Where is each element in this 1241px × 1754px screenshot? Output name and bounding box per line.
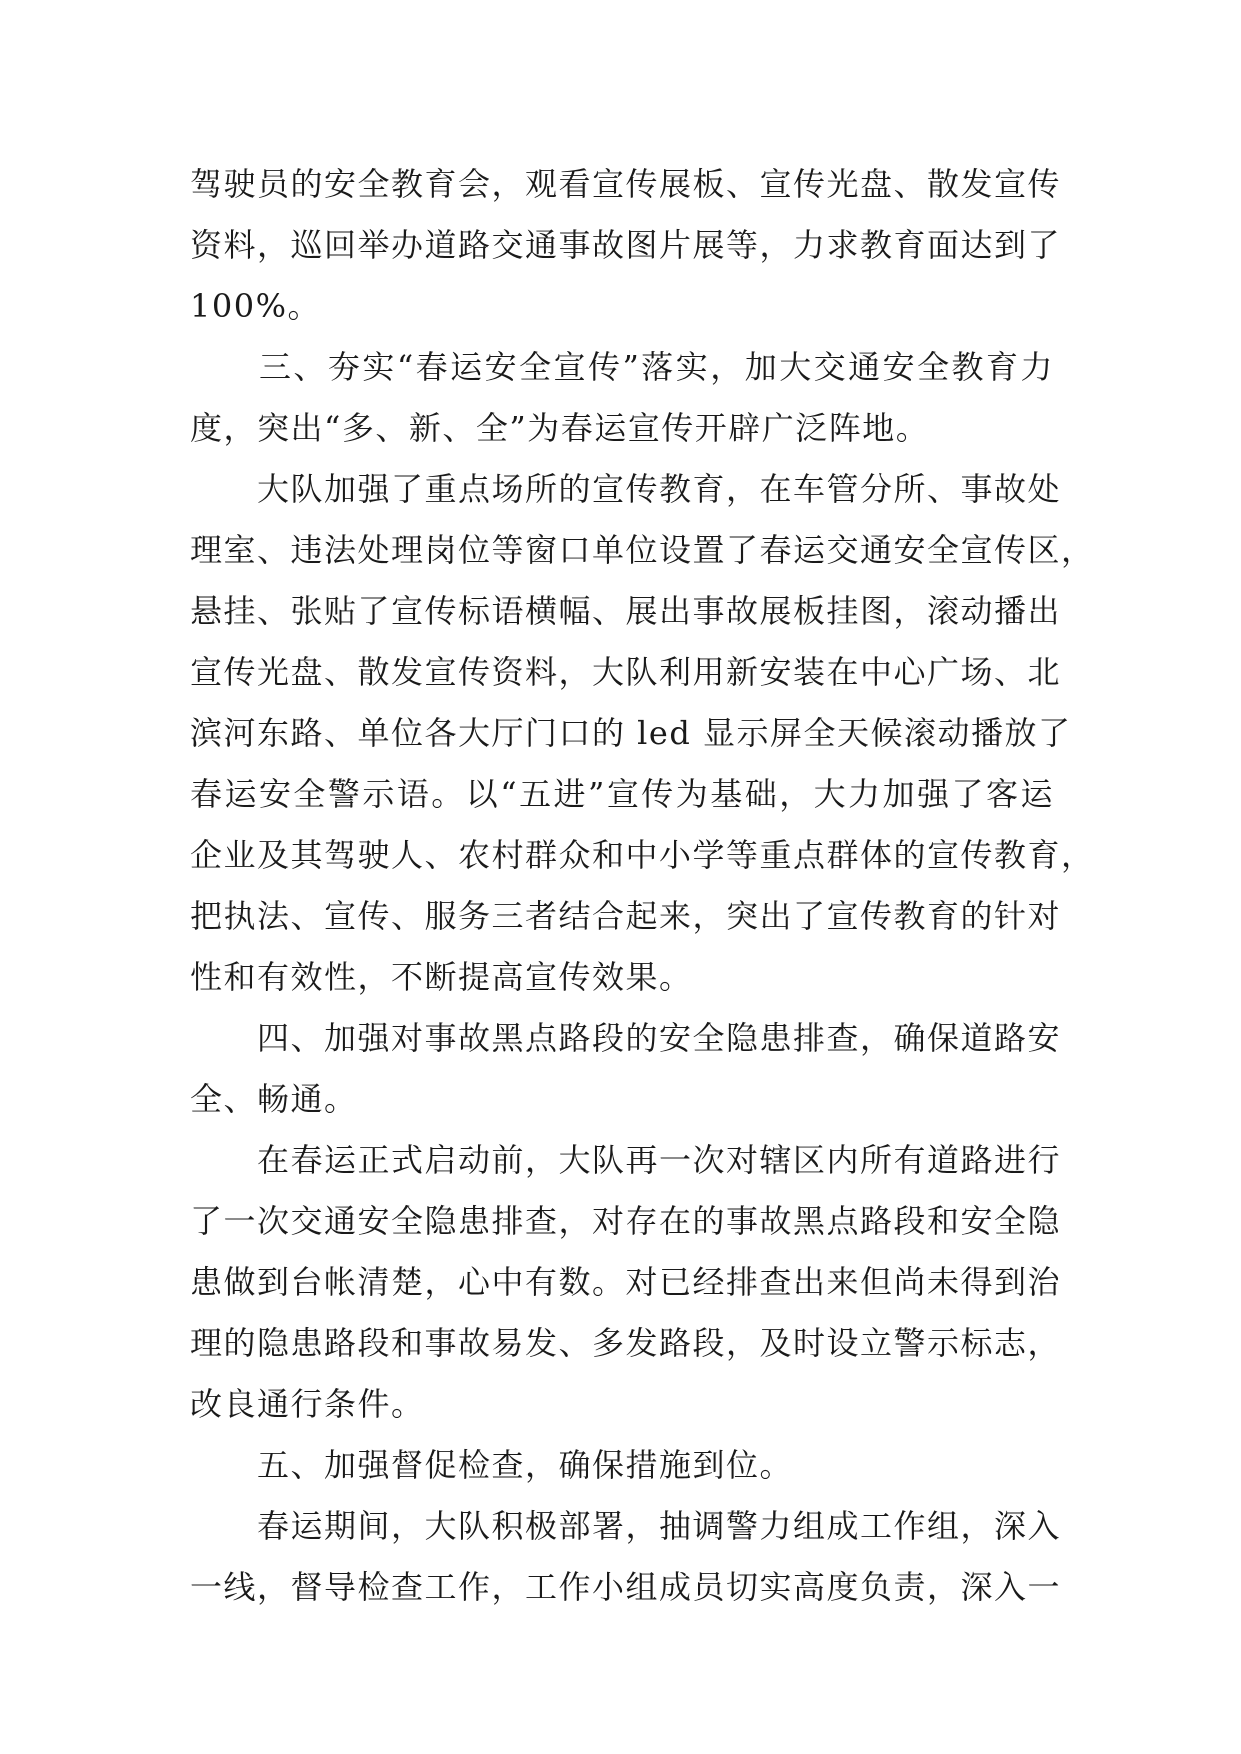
text-line: 了一次交通安全隐患排查，对存在的事故黑点路段和安全隐 [190,1202,1062,1240]
text-line: 患做到台帐清楚，心中有数。对已经排查出来但尚未得到治 [190,1263,1062,1301]
text-line: 理的隐患路段和事故易发、多发路段，及时设立警示标志， [190,1324,1062,1362]
text-line: 理室、违法处理岗位等窗口单位设置了春运交通安全宣传区， [190,531,1095,569]
text-line: 春运期间，大队积极部署，抽调警力组成工作组，深入 [190,1507,1062,1545]
text-line: 滨河东路、单位各大厅门口的 led 显示屏全天候滚动播放了 [190,714,1072,752]
section-heading-line: 三、夯实“春运安全宣传”落实，加大交通安全教育力 [190,348,1054,386]
section-heading-line: 四、加强对事故黑点路段的安全隐患排查，确保道路安 [190,1019,1062,1057]
section-heading-line: 度，突出“多、新、全”为春运宣传开辟广泛阵地。 [190,409,930,447]
text-line: 改良通行条件。 [190,1385,425,1423]
text-line: 在春运正式启动前，大队再一次对辖区内所有道路进行 [190,1141,1062,1179]
section-heading-line: 五、加强督促检查，确保措施到位。 [190,1446,794,1484]
text-line: 100%。 [190,287,321,325]
text-line: 春运安全警示语。以“五进”宣传为基础，大力加强了客运 [190,775,1054,813]
text-line: 企业及其驾驶人、农村群众和中小学等重点群体的宣传教育， [190,836,1095,874]
document-body [190,154,1095,1618]
text-line: 资料，巡回举办道路交通事故图片展等，力求教育面达到了 [190,226,1062,264]
text-line: 性和有效性，不断提高宣传效果。 [190,958,693,996]
text-line: 宣传光盘、散发宣传资料，大队利用新安装在中心广场、北 [190,653,1062,691]
text-line: 悬挂、张贴了宣传标语横幅、展出事故展板挂图，滚动播出 [190,592,1062,630]
text-line: 驾驶员的安全教育会，观看宣传展板、宣传光盘、散发宣传 [190,165,1062,203]
text-line: 一线，督导检查工作，工作小组成员切实高度负责，深入一 [190,1568,1062,1606]
text-line: 把执法、宣传、服务三者结合起来，突出了宣传教育的针对 [190,897,1062,935]
section-heading-line: 全、畅通。 [190,1080,358,1118]
text-line: 大队加强了重点场所的宣传教育，在车管分所、事故处 [190,470,1062,508]
